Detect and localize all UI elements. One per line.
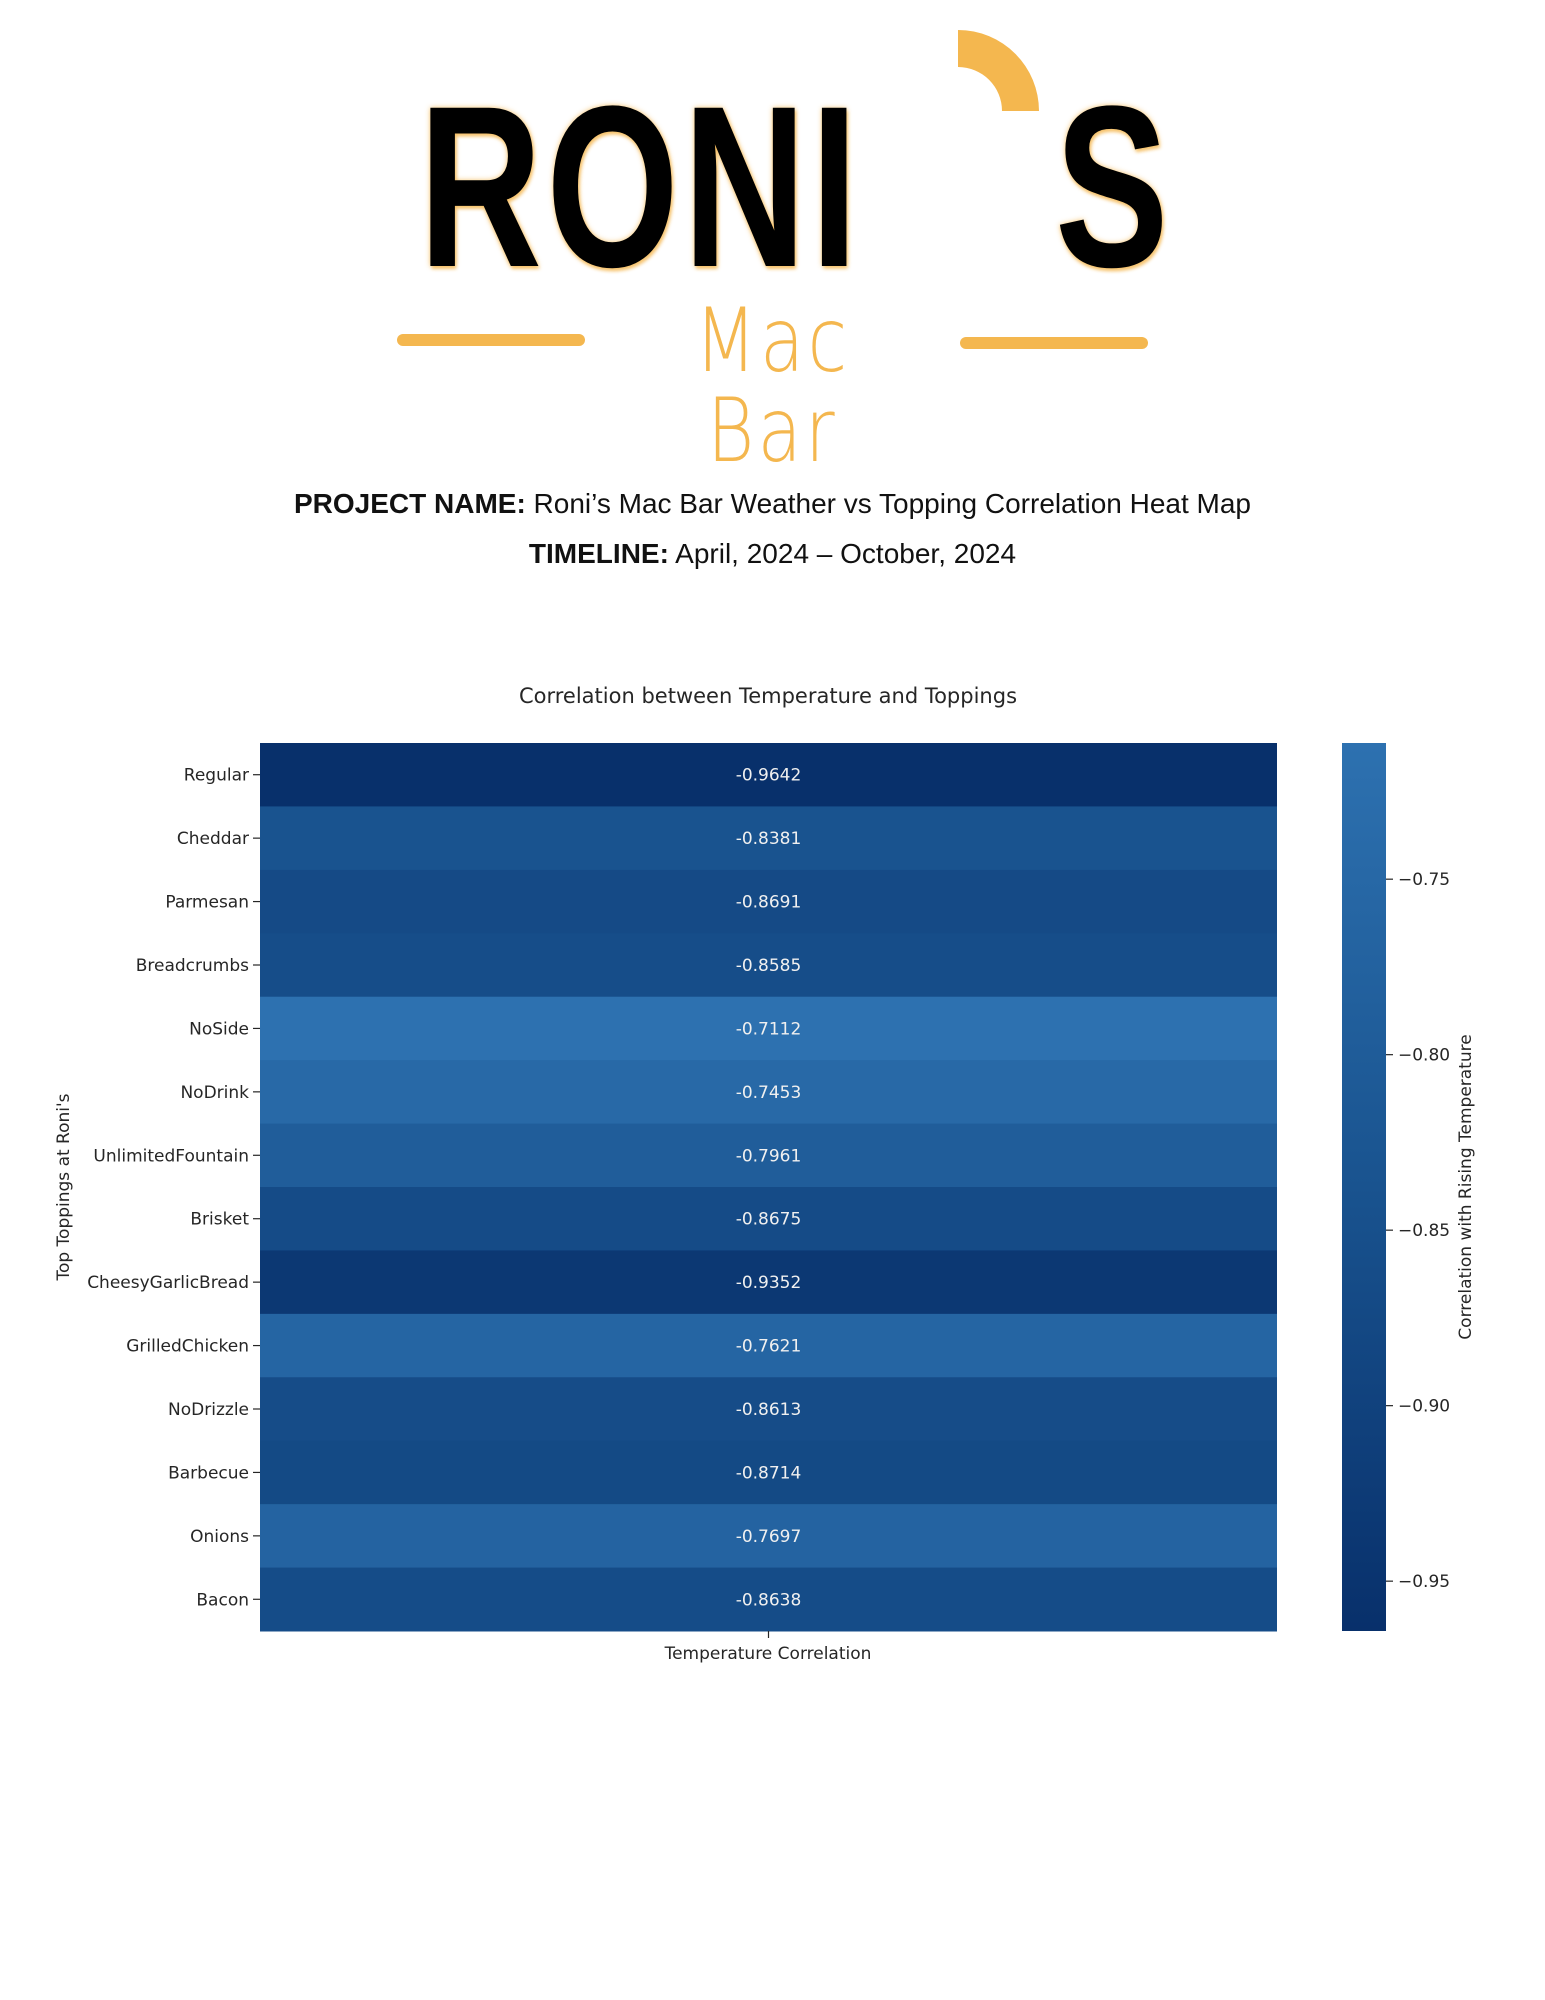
cell-value-label: -0.7453 — [735, 1082, 802, 1103]
logo-wordmark-roni: RONI — [419, 58, 863, 315]
y-tick-label: GrilledChicken — [126, 1336, 249, 1357]
y-tick-label: NoDrink — [180, 1082, 249, 1103]
cell-value-label: -0.8585 — [735, 956, 802, 976]
chart-title: Correlation between Temperature and Toppings — [518, 684, 1018, 708]
colorbar-tick-label: −0.80 — [1398, 1045, 1451, 1066]
y-tick-label: Barbecue — [168, 1463, 249, 1484]
cell-value-label: -0.8613 — [735, 1400, 802, 1420]
cell-value-label: -0.9642 — [735, 765, 802, 786]
logo-subtitle: Mac Bar — [694, 289, 851, 482]
cell-value-label: -0.7961 — [735, 1146, 802, 1167]
colorbar — [1342, 743, 1386, 1631]
colorbar-tick-label: −0.75 — [1398, 870, 1451, 891]
y-tick-label: NoSide — [189, 1019, 249, 1040]
cell-value-label: -0.7112 — [735, 1019, 802, 1040]
y-tick-label: Onions — [190, 1526, 249, 1547]
cell-value-label: -0.7621 — [735, 1336, 802, 1357]
logo-wordmark-s: S — [1055, 58, 1173, 315]
project-name-value: Roni’s Mac Bar Weather vs Topping Correlation Heat Map — [533, 488, 1252, 519]
y-tick-label: Breadcrumbs — [135, 956, 249, 976]
y-tick-labels — [87, 766, 260, 1611]
colorbar-ticks — [1386, 870, 1450, 1592]
y-tick-label: UnlimitedFountain — [93, 1146, 249, 1167]
cell-value-label: -0.8691 — [735, 892, 802, 913]
y-tick-label: CheesyGarlicBread — [87, 1273, 249, 1294]
y-tick-label: Brisket — [190, 1209, 249, 1230]
cell-value-label: -0.8381 — [735, 829, 802, 850]
cell-value-label: -0.7697 — [735, 1526, 802, 1547]
y-tick-label: Regular — [183, 765, 249, 786]
timeline-label: TIMELINE: — [528, 538, 669, 569]
cell-value-label: -0.9352 — [735, 1273, 802, 1294]
y-axis-label: Top Toppings at Roni's — [54, 1093, 74, 1281]
cell-value-label: -0.8638 — [735, 1590, 802, 1611]
y-tick-label: Cheddar — [176, 829, 249, 850]
colorbar-tick-label: −0.95 — [1398, 1572, 1451, 1593]
y-tick-label: Parmesan — [165, 892, 249, 913]
colorbar-tick-label: −0.85 — [1398, 1221, 1451, 1242]
cell-value-label: -0.8714 — [735, 1463, 802, 1484]
project-name-label: PROJECT NAME: — [293, 488, 526, 519]
y-tick-label: NoDrizzle — [168, 1400, 249, 1420]
colorbar-tick-label: −0.90 — [1398, 1396, 1451, 1417]
colorbar-label: Correlation with Rising Temperature — [1456, 1034, 1476, 1340]
heatmap-cells — [260, 743, 1277, 1632]
y-tick-label: Bacon — [196, 1590, 249, 1611]
x-axis-label: Temperature Correlation — [664, 1644, 872, 1664]
timeline-value: April, 2024 – October, 2024 — [675, 538, 1017, 569]
cell-value-label: -0.8675 — [735, 1209, 802, 1230]
